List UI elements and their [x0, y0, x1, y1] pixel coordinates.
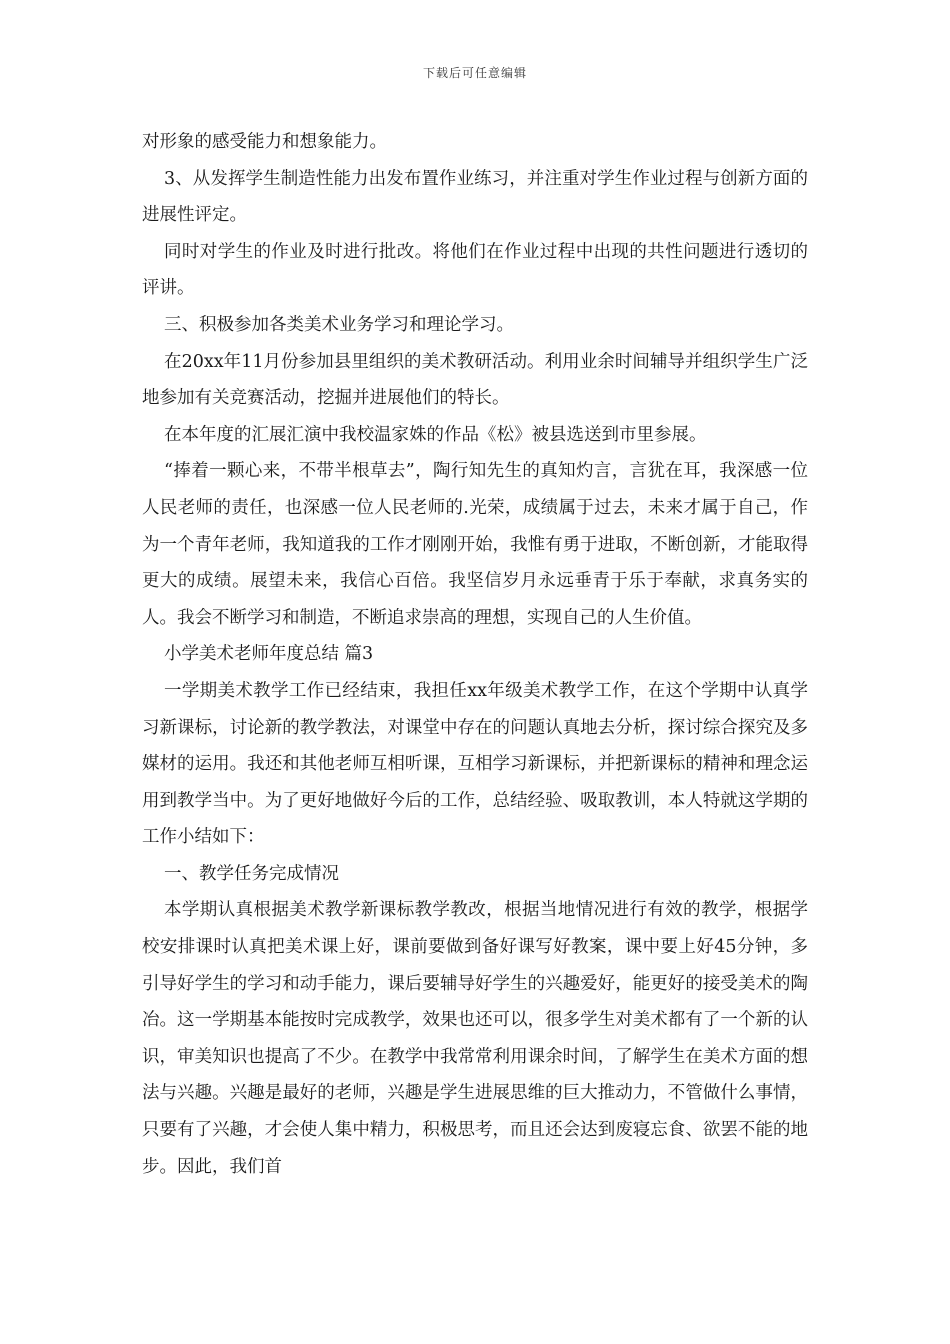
paragraph-3: 同时对学生的作业及时进行批改。将他们在作业过程中出现的共性问题进行透切的评讲。 — [142, 241, 808, 299]
paragraph-1: 对形象的感受能力和想象能力。 — [142, 132, 387, 152]
paragraph-9: 一学期美术教学工作已经结束，我担任xx年级美术教学工作，在这个学期中认真学习新课标，讨论新的教学教法，对课堂中存在的问题认真地去分析，探讨综合探究及多媒材的运用。我还和其他老师互相听课，互相学习新课标，并把新课标的精神和理念运用到教学当中。为了更好地做好今后的工作，总结经验、吸取教训，本人特就这学期的工作小结如下： — [142, 680, 808, 848]
paragraph-5: 在20xx年11月份参加县里组织的美术教研活动。利用业余时间辅导并组织学生广泛地参加有关竞赛活动，挖掘并进展他们的特长。 — [142, 351, 808, 409]
page-header: 下载后可任意编辑 — [422, 66, 527, 80]
document-body — [142, 124, 808, 1185]
article-title: 小学美术老师年度总结 篇3 — [164, 644, 374, 665]
section-heading-3: 三、积极参加各类美术业务学习和理论学习。 — [164, 314, 514, 335]
paragraph-2: 3、从发挥学生制造性能力出发布置作业练习，并注重对学生作业过程与创新方面的进展性评定。 — [142, 168, 808, 226]
paragraph-7: “捧着一颗心来，不带半根草去”，陶行知先生的真知灼言，言犹在耳，我深感一位人民老师的责任，也深感一位人民老师的.光荣，成绩属于过去，未来才属于自己，作为一个青年老师，我知道我的工作才刚刚开始，我惟有勇于进取，不断创新，才能取得更大的成绩。展望未来，我信心百倍。我坚信岁月永远垂青于乐于奉献，求真务实的人。我会不断学习和制造，不断追求崇高的理想，实现自己的人生价值。 — [142, 461, 808, 628]
paragraph-11: 本学期认真根据美术教学新课标教学教改，根据当地情况进行有效的教学，根据学校安排课时认真把美术课上好，课前要做到备好课写好教案，课中要上好45分钟，多引导好学生的学习和动手能力，课后要辅导好学生的兴趣爱好，能更好的接受美术的陶冶。这一学期基本能按时完成教学，效果也还可以，很多学生对美术都有了一个新的认识，审美知识也提高了不少。在教学中我常常利用课余时间，了解学生在美术方面的想法与兴趣。兴趣是最好的老师，兴趣是学生进展思维的巨大推动力，不管做什么事情，只要有了兴趣，才会使人集中精力，积极思考，而且还会达到废寝忘食、欲罢不能的地步。因此，我们首 — [142, 900, 808, 1177]
paragraph-6: 在本年度的汇展汇演中我校温家姝的作品《松》被县选送到市里参展。 — [164, 424, 707, 445]
section-heading-1: 一、教学任务完成情况 — [164, 863, 339, 884]
